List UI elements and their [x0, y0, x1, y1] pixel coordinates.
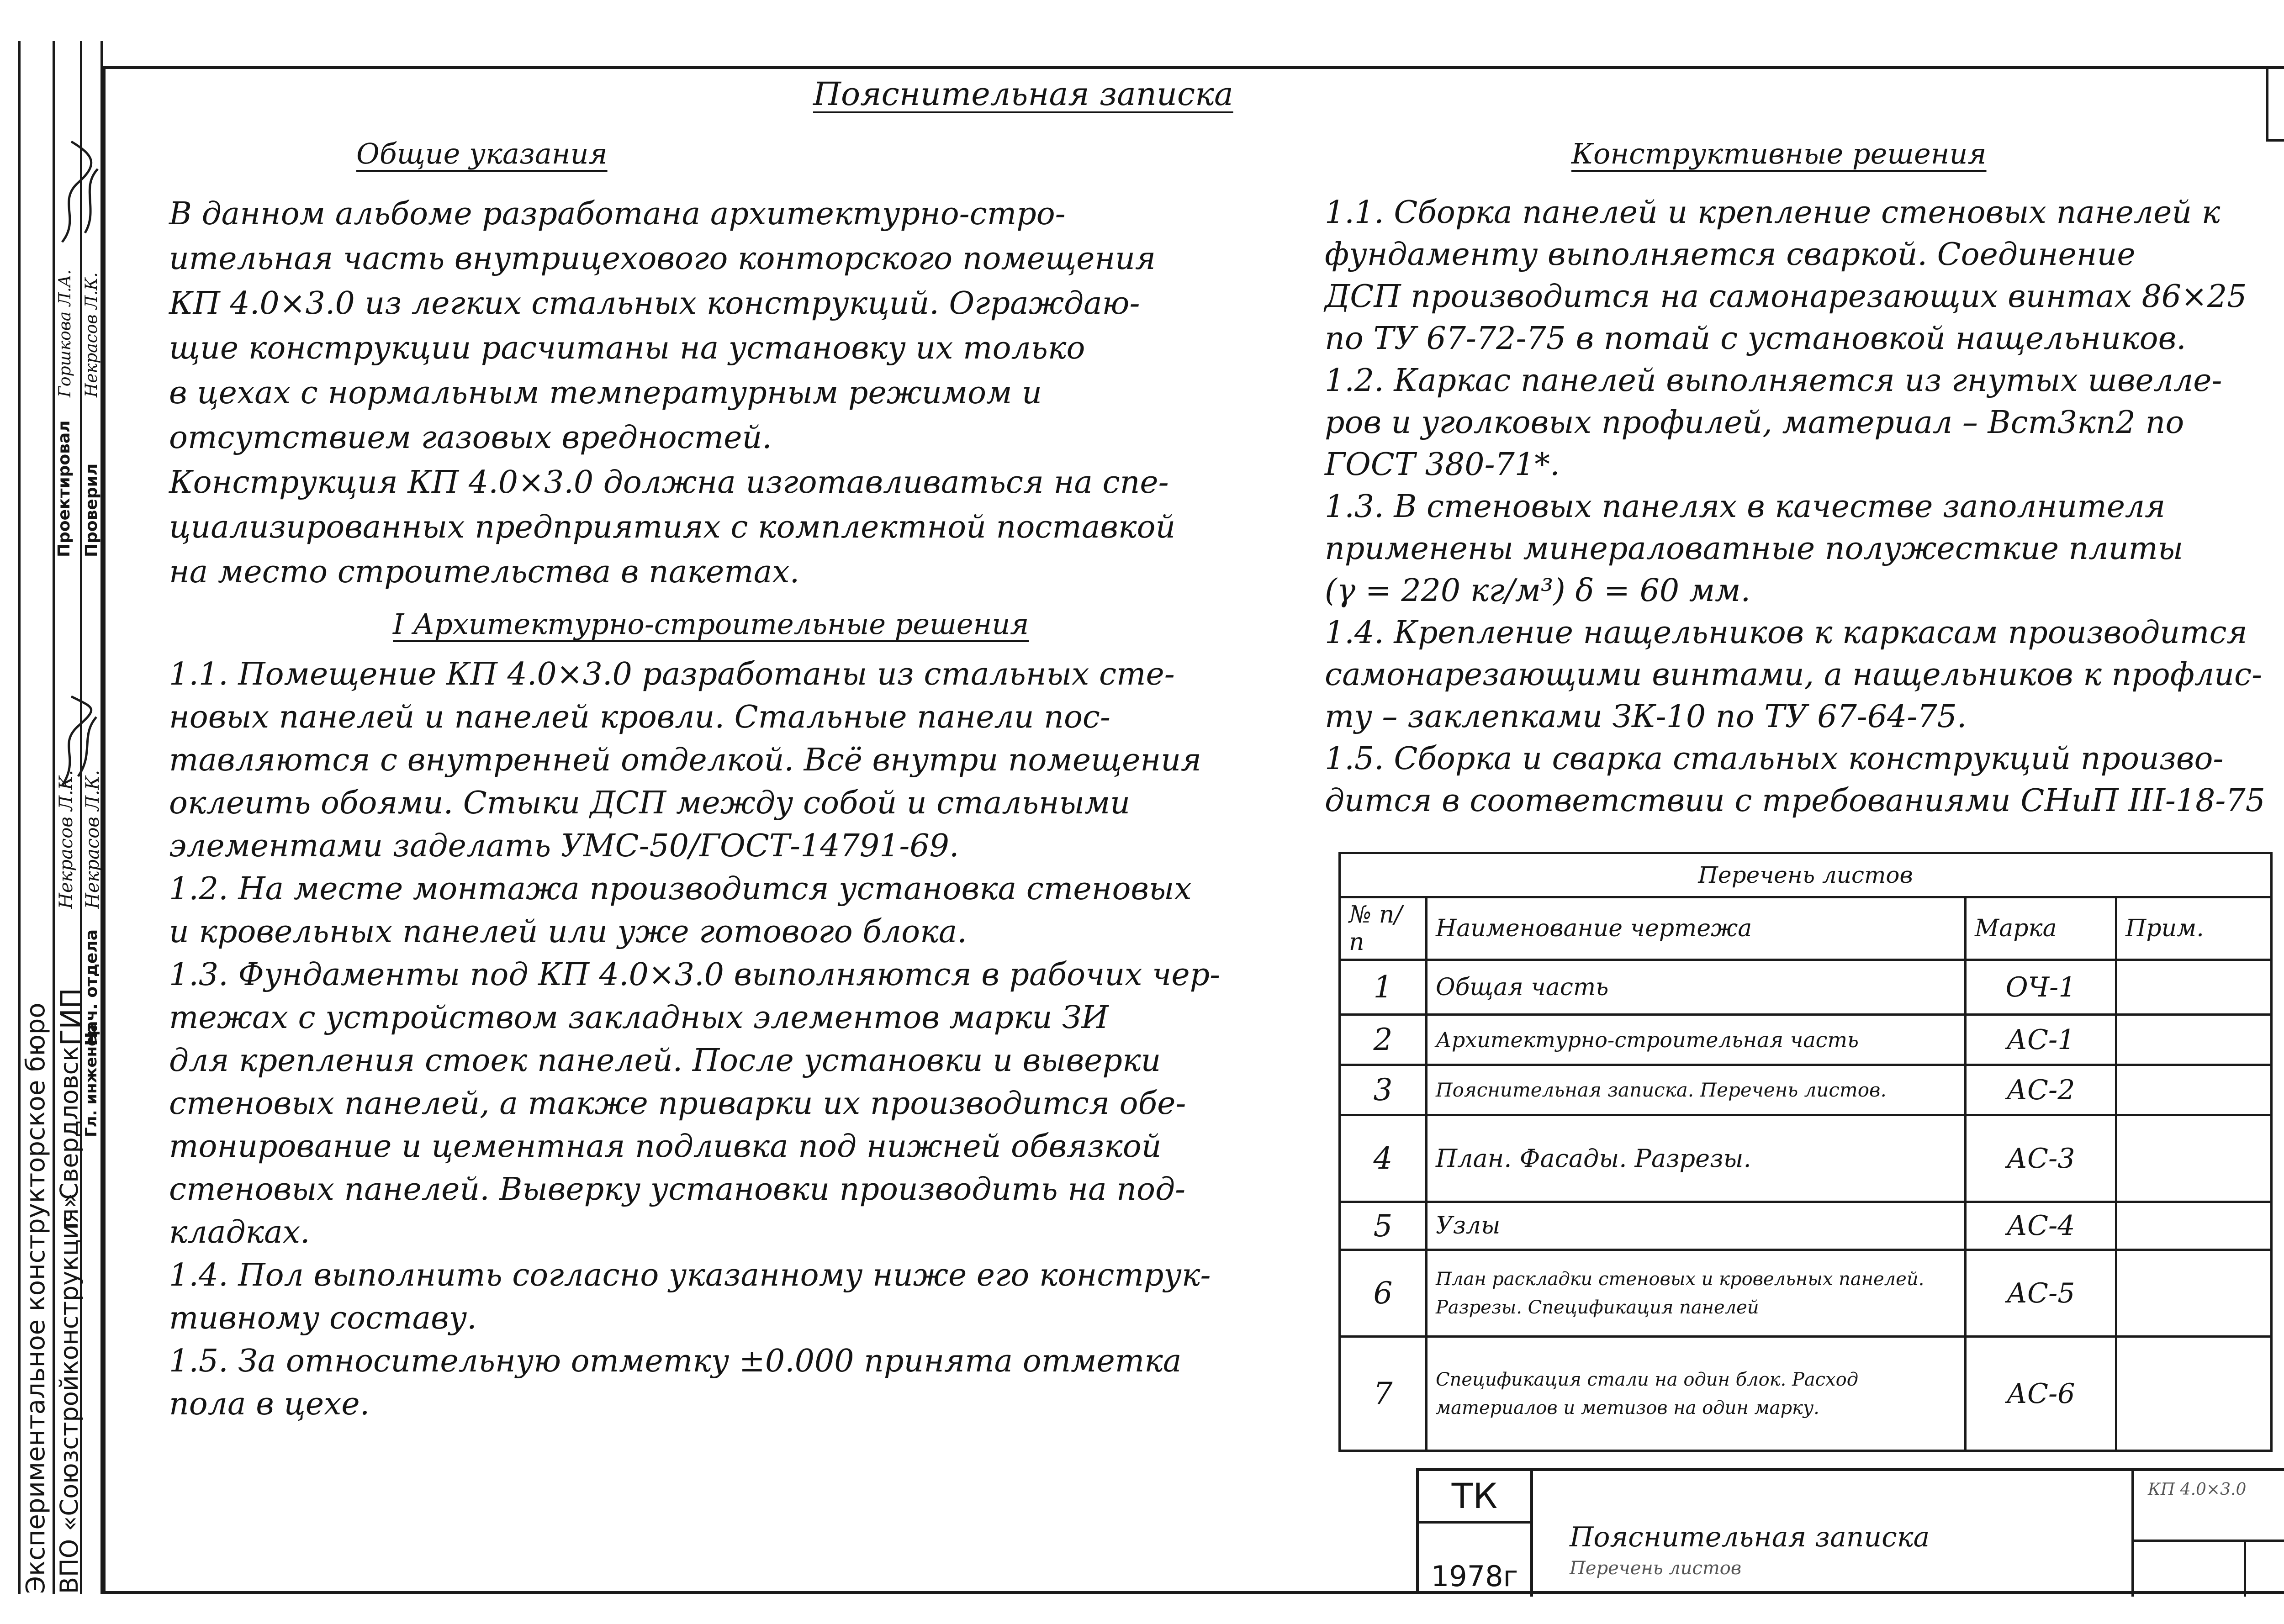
constructive-line: 1.2. Каркас панелей выполняется из гнутых швелле-: [1325, 363, 2222, 399]
row-name: Спецификация стали на один блок. Расход материалов и метизов на один марку.: [1427, 1337, 1966, 1451]
arch-line: тонирование и цементная подливка под нижней обвязкой: [169, 1128, 1162, 1165]
constructive-text: [1325, 192, 2284, 822]
general-line: щие конструкции расчитаны на установку их только: [169, 330, 1085, 366]
title-block-sheet-title: Пояснительная записка: [1570, 1521, 1930, 1553]
constructive-line: по ТУ 67-72-75 в потай с установкой нащельников.: [1325, 321, 2186, 357]
stamp-role-designed: Проектировал: [55, 420, 74, 557]
arch-line: 1.2. На месте монтажа производится установка стеновых: [169, 871, 1192, 907]
arch-line: 1.1. Помещение КП 4.0×3.0 разработаны из стальных сте-: [169, 656, 1175, 692]
title-block: [1416, 1468, 2284, 1594]
header-mark: Марка: [1966, 897, 2116, 960]
signature-gip: [53, 690, 103, 795]
table-row: [1340, 1337, 2272, 1451]
stamp-org-name: Экспериментальное конструкторское бюро: [21, 1002, 51, 1594]
constructive-line: 1.1. Сборка панелей и крепление стеновых панелей к: [1325, 195, 2221, 231]
constructive-line: 1.4. Крепление нащельников к каркасам производится: [1325, 615, 2247, 651]
constructive-line: ДСП производится на самонарезающих винтах 86×25: [1325, 279, 2247, 315]
general-line: КП 4.0×3.0 из легких стальных конструкций. Ограждаю-: [169, 285, 1140, 322]
row-num: 4: [1340, 1115, 1427, 1202]
table-row: [1340, 960, 2272, 1015]
constructive-line: самонарезающими винтами, а нащельников к профлис-: [1325, 657, 2263, 693]
stamp-org-line3: г. Свердловск: [55, 1046, 84, 1229]
general-line: на место строительства в пакетах.: [169, 554, 800, 590]
row-num: 6: [1340, 1250, 1427, 1337]
row-note: [2116, 1065, 2272, 1115]
row-num: 2: [1340, 1015, 1427, 1065]
row-name: План раскладки стеновых и кровельных панелей. Разрезы. Спецификация панелей: [1427, 1250, 1966, 1337]
general-line: отсутствием газовых вредностей.: [169, 420, 772, 456]
arch-line: тивному составу.: [169, 1300, 477, 1336]
signature-designed: [53, 132, 103, 251]
stamp-name-dept-head: Некрасов Л.К.: [82, 770, 103, 909]
constructive-line: 1.3. В стеновых панелях в качестве заполнителя: [1325, 489, 2166, 525]
row-name: Узлы: [1427, 1202, 1966, 1250]
row-name: План. Фасады. Разрезы.: [1427, 1115, 1966, 1202]
arch-line: новых панелей и панелей кровли. Стальные панели пос-: [169, 699, 1110, 735]
row-name: Архитектурно-строительная часть: [1427, 1015, 1966, 1065]
general-heading: Общие указания: [356, 137, 608, 170]
arch-heading: I Архитектурно-строительные решения: [393, 607, 1029, 641]
general-text: [169, 192, 1242, 595]
header-num: № п/п: [1340, 897, 1427, 960]
stamp-name-designed: Горшкова Л.А.: [56, 269, 74, 397]
title-block-year: 1978г: [1419, 1524, 1533, 1597]
constructive-line: применены минераловатные полужесткие плиты: [1325, 531, 2184, 567]
row-mark: АС-3: [1966, 1115, 2116, 1202]
title-block-right: [2131, 1471, 2284, 1597]
header-note: Прим.: [2116, 897, 2272, 960]
header-name: Наименование чертежа: [1427, 897, 1966, 960]
table-row: [1340, 1065, 2272, 1115]
general-line: Конструкция КП 4.0×3.0 должна изготавливаться на спе-: [169, 464, 1169, 501]
stamp-role-dept-head: Нач. отдела: [82, 929, 101, 1046]
arch-line: стеновых панелей. Выверку установки производить на под-: [169, 1171, 1186, 1207]
constructive-line: ГОСТ 380-71*.: [1325, 447, 1560, 483]
table-row: [1340, 1015, 2272, 1065]
arch-line: для крепления стоек панелей. После установки и выверки: [169, 1043, 1161, 1079]
row-mark: АС-1: [1966, 1015, 2116, 1065]
row-note: [2116, 1337, 2272, 1451]
stamp-role-checked: Проверил: [82, 463, 101, 557]
table-header-row: [1340, 897, 2272, 960]
arch-line: и кровельных панелей или уже готового блока.: [169, 914, 967, 950]
page-number: [2266, 66, 2284, 142]
row-mark: АС-2: [1966, 1065, 2116, 1115]
row-note: [2116, 1202, 2272, 1250]
constructive-line: дится в соответствии с требованиями СНиП III-18-75: [1325, 783, 2265, 819]
table-row: [1340, 1202, 2272, 1250]
title-block-sheet-subtitle: Перечень листов: [1570, 1558, 1742, 1579]
arch-line: тежах с устройством закладных элементов марки ЗИ: [169, 1000, 1109, 1036]
arch-line: стеновых панелей, а также приварки их производится обе-: [169, 1086, 1186, 1122]
document-title: Пояснительная записка: [813, 75, 1233, 113]
row-num: 1: [1340, 960, 1427, 1015]
arch-line: 1.4. Пол выполнить согласно указанному ниже его конструк-: [169, 1257, 1211, 1293]
arch-line: 1.3. Фундаменты под КП 4.0×3.0 выполняются в рабочих чер-: [169, 957, 1221, 993]
row-name: Общая часть: [1427, 960, 1966, 1015]
constructive-line: 1.5. Сборка и сварка стальных конструкций произво-: [1325, 741, 2224, 777]
row-num: 5: [1340, 1202, 1427, 1250]
row-note: [2116, 960, 2272, 1015]
arch-line: элементами заделать УМС-50/ГОСТ-14791-69.: [169, 828, 959, 864]
sheet-list-title-row: [1340, 853, 2272, 897]
row-note: [2116, 1250, 2272, 1337]
stamp-org-line2: ВПО «Союзстройконструкция»: [55, 1193, 84, 1594]
arch-line: кладках.: [169, 1214, 310, 1250]
stamp-name-checked: Некрасов Л.К.: [82, 272, 101, 397]
constructive-line: ту – заклепками ЗК-10 по ТУ 67-64-75.: [1325, 699, 1967, 735]
constructive-line: ров и уголковых профилей, материал – Вст3кп2 по: [1325, 405, 2184, 441]
sheet-list-table: [1338, 852, 2273, 1452]
row-num: 7: [1340, 1337, 1427, 1451]
row-num: 3: [1340, 1065, 1427, 1115]
row-mark: АС-6: [1966, 1337, 2116, 1451]
general-line: циализированных предприятиях с комплектной поставкой: [169, 509, 1176, 545]
table-row: [1340, 1115, 2272, 1202]
left-stamp: [18, 41, 103, 1594]
arch-text: [169, 653, 1242, 1426]
general-line: ительная часть внутрицехового конторского помещения: [169, 241, 1156, 277]
row-mark: АС-4: [1966, 1202, 2116, 1250]
table-row: [1340, 1250, 2272, 1337]
arch-line: пола в цехе.: [169, 1386, 370, 1422]
row-note: [2116, 1015, 2272, 1065]
row-mark: ОЧ-1: [1966, 960, 2116, 1015]
general-line: В данном альбоме разработана архитектурно-стро-: [169, 196, 1066, 232]
stamp-role-gip: ГИП: [55, 988, 87, 1046]
general-line: в цехах с нормальным температурным режимом и: [169, 375, 1042, 411]
arch-line: тавляются с внутренней отделкой. Всё внутри помещения: [169, 742, 1202, 778]
stamp-role-chief: Гл. инженер: [82, 1024, 100, 1137]
row-mark: АС-5: [1966, 1250, 2116, 1337]
constructive-heading: Конструктивные решения: [1571, 137, 1987, 170]
row-note: [2116, 1115, 2272, 1202]
constructive-line: (γ = 220 кг/м³) δ = 60 мм.: [1325, 573, 1751, 609]
row-name: Пояснительная записка. Перечень листов.: [1427, 1065, 1966, 1115]
title-block-series: КП 4.0×3.0: [2148, 1480, 2247, 1499]
arch-line: оклеить обоями. Стыки ДСП между собой и стальными: [169, 785, 1131, 821]
stamp-name-gip: Некрасов Л.К.: [56, 770, 77, 909]
title-block-code: ТК: [1419, 1471, 1533, 1524]
constructive-line: фундаменту выполняется сваркой. Соединение: [1325, 237, 2136, 273]
sheet-list-title: Перечень листов: [1340, 853, 2272, 897]
arch-line: 1.5. За относительную отметку ±0.000 принята отметка: [169, 1343, 1182, 1379]
